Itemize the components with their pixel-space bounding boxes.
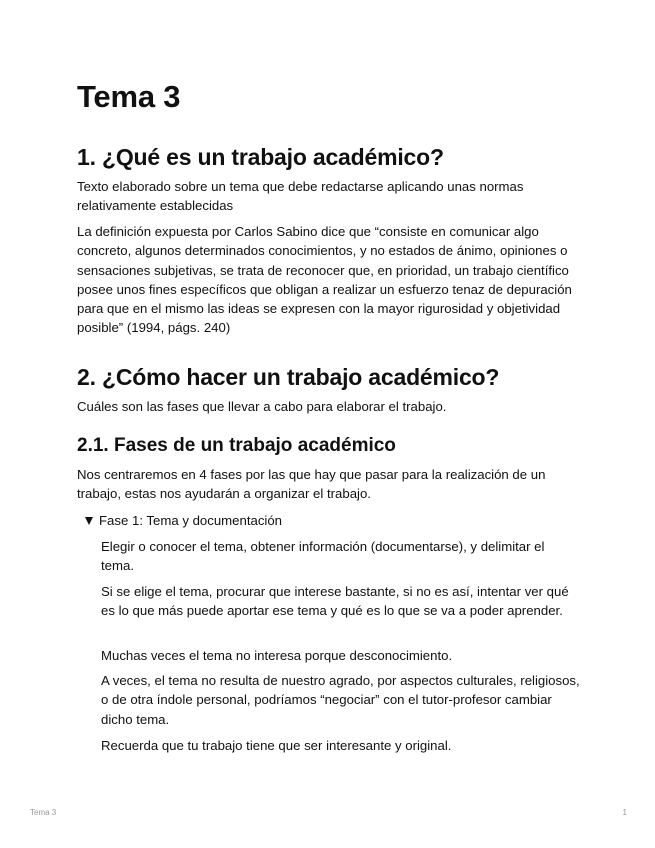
section-2-heading: 2. ¿Cómo hacer un trabajo académico? xyxy=(77,364,500,390)
subsection-2-1-heading: 2.1. Fases de un trabajo académico xyxy=(77,435,396,456)
toggle-item-4: A veces, el tema no resulta de nuestro agrado, por aspectos culturales, religiosos, o de otra índole personal, podríamos “negociar” con el tutor-profesor cambiar dicho tema. xyxy=(101,673,580,727)
triangle-down-icon[interactable] xyxy=(85,517,93,525)
subsection-2-1-intro: Nos centraremos en 4 fases por las que hay que pasar para la realización de un trabajo, estas nos ayudarán a organizar el trabajo. xyxy=(77,467,546,502)
toggle-item-3: Muchas veces el tema no interesa porque desconocimiento. xyxy=(101,648,453,663)
footer-title: Tema 3 xyxy=(30,808,57,817)
section-1-paragraph-1: Texto elaborado sobre un tema que debe redactarse aplicando unas normas relativamente establecidas xyxy=(77,179,524,214)
section-2-paragraph-1: Cuáles son las fases que llevar a cabo para elaborar el trabajo. xyxy=(77,399,447,414)
section-1-paragraph-2: La definición expuesta por Carlos Sabino dice que “consiste en comunicar algo concreto, algunos determinados conocimientos, y no estados de ánimo, opiniones o sensaciones subjetivas, se trata de reconocer que, en prioridad, un trabajo científico posee unos fines específicos que obligan a realizar un esfuerzo tenaz de depuración para que en el mismo las ideas se expresen con la mayor rigurosidad y objetividad posible” (1994, págs. 240) xyxy=(77,224,572,336)
section-1-heading: 1. ¿Qué es un trabajo académico? xyxy=(77,144,444,170)
toggle-label: Fase 1: Tema y documentación xyxy=(99,513,283,528)
toggle-fase-1[interactable] xyxy=(85,511,282,530)
toggle-item-2: Si se elige el tema, procurar que interese bastante, si no es así, intentar ver qué es lo que más puede aportar ese tema y qué es lo que se va a poder aprender. xyxy=(101,584,569,619)
toggle-item-5: Recuerda que tu trabajo tiene que ser interesante y original. xyxy=(101,738,452,753)
page-number: 1 xyxy=(622,808,627,817)
page-title: Tema 3 xyxy=(77,79,181,114)
toggle-item-1: Elegir o conocer el tema, obtener información (documentarse), y delimitar el tema. xyxy=(101,539,545,574)
